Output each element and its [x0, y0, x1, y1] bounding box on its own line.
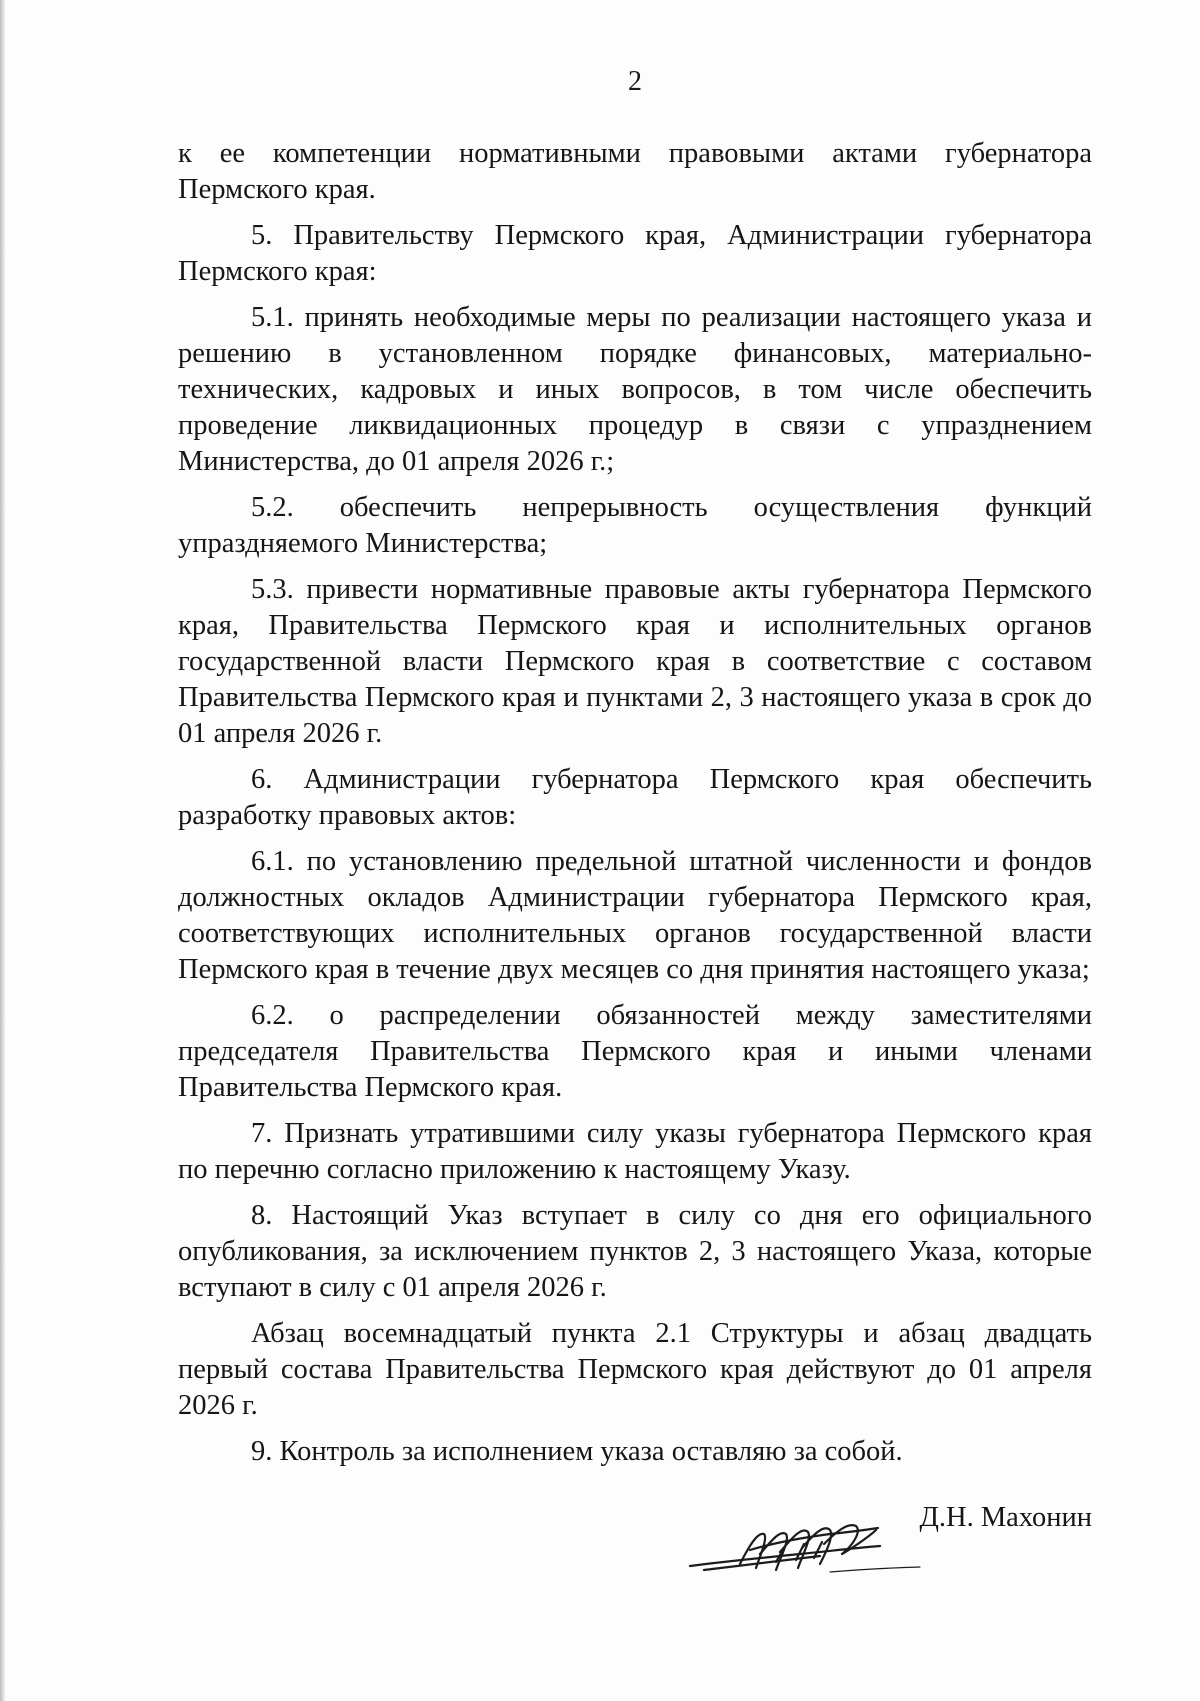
paragraph-item-6-2: 6.2. о распределении обязанностей между заместителями председателя Правительства Пермского края и иными членами Правительства Пермского края.: [178, 1000, 1092, 1103]
paragraph-item-8-note: Абзац восемнадцатый пункта 2.1 Структуры и абзац двадцать первый состава Правительства Пермского края действуют до 01 апреля 2026 г.: [178, 1318, 1092, 1421]
paragraph-item-5-2: 5.2. обеспечить непрерывность осуществления функций упраздняемого Министерства;: [178, 492, 1092, 559]
paragraph-item-5-3: 5.3. привести нормативные правовые акты губернатора Пермского края, Правительства Пермского края и исполнительных органов государственной власти Пермского края в соответствие с составом Правительства Пермского края и пунктами 2, 3 настоящего указа в срок до 01 апреля 2026 г.: [178, 574, 1092, 749]
paragraph-item-6: 6. Администрации губернатора Пермского края обеспечить разработку правовых актов:: [178, 764, 1092, 831]
paragraph-item-6-1: 6.1. по установлению предельной штатной численности и фондов должностных окладов Администрации губернатора Пермского края, соответствующих исполнительных органов государственной власти Пермского края в течение двух месяцев со дня принятия настоящего указа;: [178, 846, 1092, 985]
paragraph-continuation: к ее компетенции нормативными правовыми актами губернатора Пермского края.: [178, 138, 1092, 205]
handwritten-signature: [680, 1504, 930, 1584]
document-body: [178, 136, 1092, 1470]
paragraph-item-5: 5. Правительству Пермского края, Администрации губернатора Пермского края:: [178, 220, 1092, 287]
paragraph-item-9: 9. Контроль за исполнением указа оставляю за собой.: [251, 1436, 903, 1467]
signature-block: [680, 1500, 1100, 1590]
scan-edge-shadow: [0, 0, 6, 1701]
paragraph-item-7: 7. Признать утратившими силу указы губернатора Пермского края по перечню согласно приложению к настоящему Указу.: [178, 1118, 1092, 1185]
paragraph-item-5-1: 5.1. принять необходимые меры по реализации настоящего указа и решению в установленном порядке финансовых, материально-технических, кадровых и иных вопросов, в том числе обеспечить проведение ликвидационных процедур в связи с упразднением Министерства, до 01 апреля 2026 г.;: [178, 302, 1092, 477]
paragraph-item-8: 8. Настоящий Указ вступает в силу со дня его официального опубликования, за исключением пунктов 2, 3 настоящего Указа, которые вступают в силу с 01 апреля 2026 г.: [178, 1200, 1092, 1303]
page-number: 2: [628, 66, 642, 97]
signer-name: Д.Н. Махонин: [919, 1502, 1092, 1533]
